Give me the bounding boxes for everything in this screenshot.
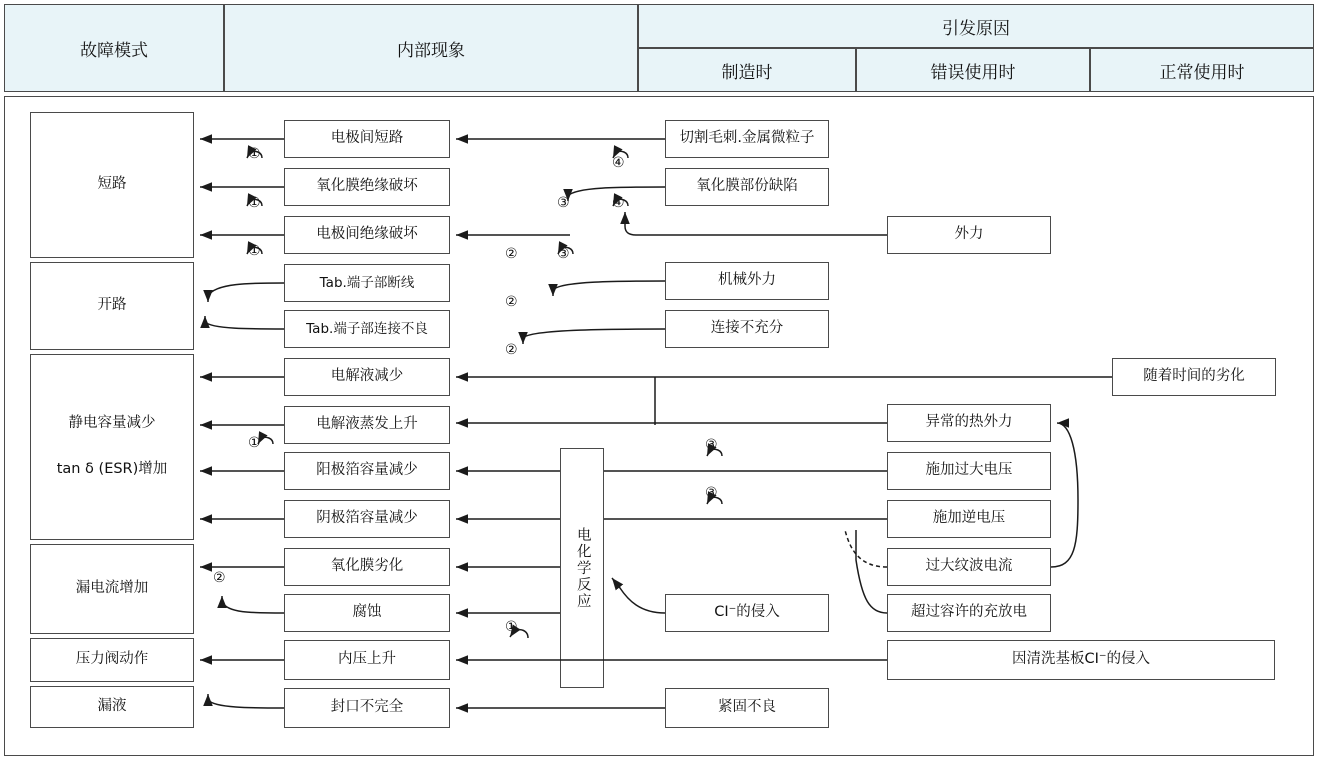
marker-3-d: ③ xyxy=(705,485,718,501)
header-cause-misuse: 错误使用时 xyxy=(856,48,1090,92)
phenomenon-internal-pressure-rise: 内压上升 xyxy=(284,640,450,680)
failure-mode-valve: 压力阀动作 xyxy=(30,638,194,682)
cause-over-charge-discharge: 超过容许的充放电 xyxy=(887,594,1051,632)
cause-overvoltage: 施加过大电压 xyxy=(887,452,1051,490)
phenomenon-tab-poor-connection: Tab.端子部连接不良 xyxy=(284,310,450,348)
failure-mode-capacitance xyxy=(30,354,194,540)
marker-1-e: ① xyxy=(505,619,518,635)
marker-4-b: ④ xyxy=(612,195,625,211)
phenomenon-tab-disconnection: Tab.端子部断线 xyxy=(284,264,450,302)
phenomenon-electrode-insulation-breakdown: 电极间绝缘破坏 xyxy=(284,216,450,254)
cause-abnormal-thermal-force: 异常的热外力 xyxy=(887,404,1051,442)
header-failure-mode: 故障模式 xyxy=(4,4,224,92)
marker-3-b: ③ xyxy=(557,195,570,211)
marker-2-b: ② xyxy=(505,294,518,310)
phenomenon-electrode-short: 电极间短路 xyxy=(284,120,450,158)
failure-mode-capacitance-line1: 静电容量减少 xyxy=(68,415,156,432)
marker-2-d: ② xyxy=(213,570,226,586)
phenomenon-oxide-film-deterioration: 氧化膜劣化 xyxy=(284,548,450,586)
cause-aging-deterioration: 随着时间的劣化 xyxy=(1112,358,1276,396)
cause-insufficient-connection: 连接不充分 xyxy=(665,310,829,348)
electrochemical-reaction-box xyxy=(560,448,604,688)
marker-3-c: ③ xyxy=(705,437,718,453)
marker-1-c: ① xyxy=(248,243,261,259)
phenomenon-oxide-film-breakdown: 氧化膜绝缘破坏 xyxy=(284,168,450,206)
marker-2-a: ② xyxy=(505,246,518,262)
header-internal-phenomenon: 内部现象 xyxy=(224,4,638,92)
cause-excessive-ripple-current: 过大纹波电流 xyxy=(887,548,1051,586)
failure-mode-capacitance-line2: tan δ (ESR)增加 xyxy=(56,461,168,477)
marker-3-a: ③ xyxy=(557,246,570,262)
failure-mode-open: 开路 xyxy=(30,262,194,350)
electrochemical-reaction-label: 电化学反应 xyxy=(574,526,591,610)
phenomenon-corrosion: 腐蚀 xyxy=(284,594,450,632)
phenomenon-anode-foil-capacity-drop: 阳极箔容量减少 xyxy=(284,452,450,490)
cause-external-force: 外力 xyxy=(887,216,1051,254)
marker-1-d: ① xyxy=(248,435,261,451)
failure-mode-leak-liquid: 漏液 xyxy=(30,686,194,728)
failure-mode-short: 短路 xyxy=(30,112,194,258)
phenomenon-incomplete-sealing: 封口不完全 xyxy=(284,688,450,728)
cause-reverse-voltage: 施加逆电压 xyxy=(887,500,1051,538)
cause-cutting-burr: 切割毛刺.金属微粒子 xyxy=(665,120,829,158)
cause-chloride-from-cleaning: 因清洗基板CI⁻的侵入 xyxy=(887,640,1275,680)
header-cause-normal: 正常使用时 xyxy=(1090,48,1314,92)
cause-oxide-film-defect: 氧化膜部份缺陷 xyxy=(665,168,829,206)
header-cause-manufacturing: 制造时 xyxy=(638,48,856,92)
phenomenon-electrolyte-evaporation: 电解液蒸发上升 xyxy=(284,406,450,444)
header-cause: 引发原因 xyxy=(638,4,1314,48)
marker-2-c: ② xyxy=(505,342,518,358)
cause-poor-fastening: 紧固不良 xyxy=(665,688,829,728)
marker-4-a: ④ xyxy=(612,155,625,171)
phenomenon-electrolyte-decrease: 电解液减少 xyxy=(284,358,450,396)
cause-chloride-intrusion: CI⁻的侵入 xyxy=(665,594,829,632)
phenomenon-cathode-foil-capacity-drop: 阴极箔容量减少 xyxy=(284,500,450,538)
cause-mechanical-force: 机械外力 xyxy=(665,262,829,300)
marker-1-a: ① xyxy=(248,146,261,162)
failure-mode-leak-current: 漏电流增加 xyxy=(30,544,194,634)
marker-1-b: ① xyxy=(248,195,261,211)
